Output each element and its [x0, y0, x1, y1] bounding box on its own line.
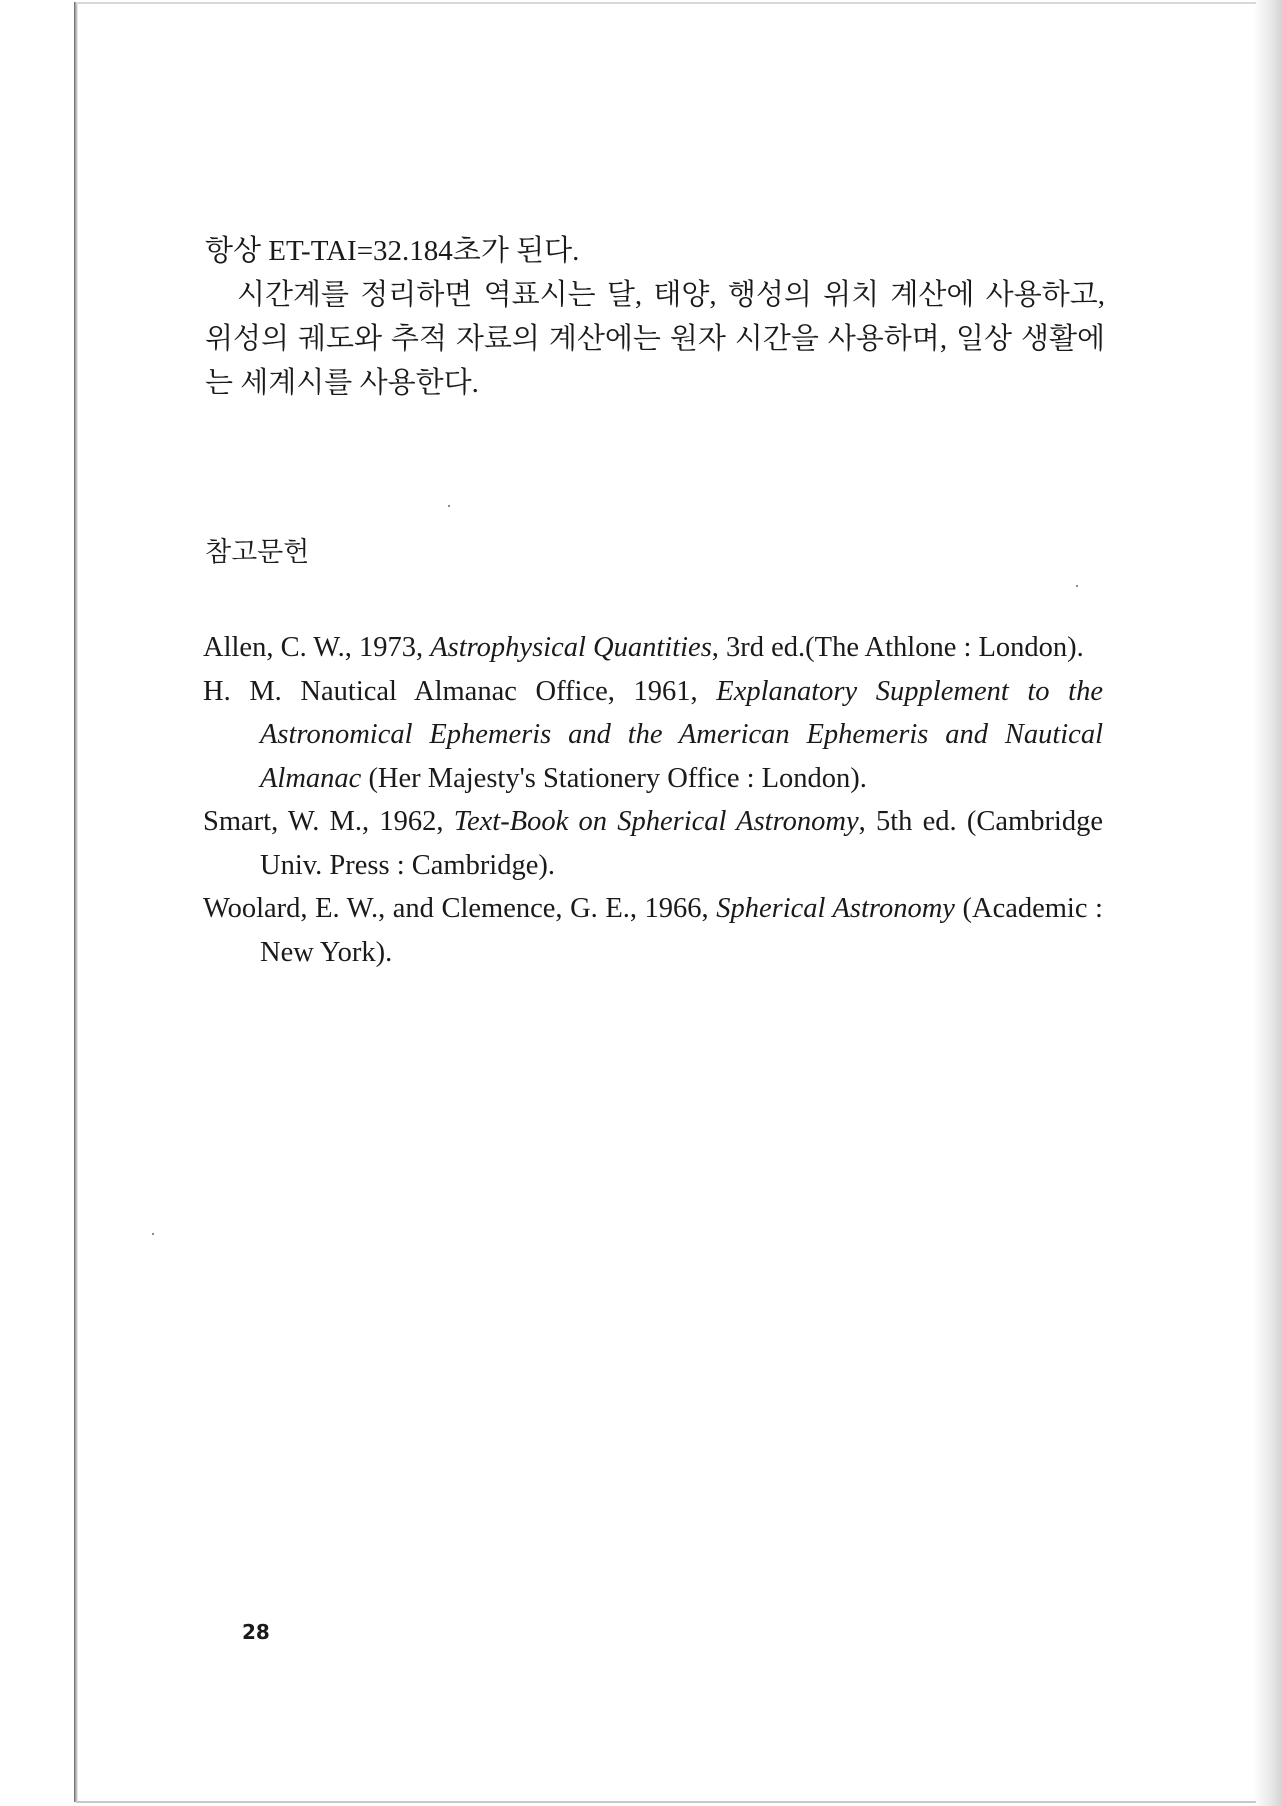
reference-authors: Smart, W. M., 1962, [203, 806, 454, 837]
reference-publisher: , 5th ed. (Cambridge Univ. Press : Cambridge). [260, 806, 1104, 881]
reference-title: Explanatory Supplement to the Astronomical Ephemeris and the American Ephemeris and Nautical Almanac [260, 675, 1103, 794]
speck [1076, 585, 1078, 587]
reference-authors: H. M. Nautical Almanac Office, 1961, [203, 675, 717, 707]
speck [448, 505, 450, 507]
binding-shadow [1253, 0, 1281, 1806]
page-top-edge [76, 2, 1256, 4]
page-number: 28 [242, 1620, 270, 1644]
reference-authors: Woolard, E. W., and Clemence, G. E., 1966, [203, 893, 717, 924]
reference-publisher: (Academic : New York). [260, 893, 1103, 968]
references-heading: 참고문헌 [205, 537, 310, 568]
paragraph-1: 항상 ET-TAI=32.184초가 된다. [205, 235, 580, 267]
speck [152, 1233, 154, 1235]
references-list [203, 626, 1103, 974]
page-bottom-edge [76, 1801, 1256, 1803]
paragraph-2: 시간계를 정리하면 역표시는 달, 태양, 행성의 위치 계산에 사용하고, 위성의 궤도와 추적 자료의 계산에는 원자 시간을 사용하며, 일상 생활에는 세계시를 사용한다. [205, 279, 1105, 399]
reference-publisher: (Her Majesty's Stationery Office : London). [361, 762, 867, 794]
reference-title: Text-Book on Spherical Astronomy [453, 806, 859, 837]
page-edge [74, 2, 78, 1802]
reference-title: Spherical Astronomy [716, 893, 955, 924]
reference-title: Astrophysical Quantities [430, 632, 712, 663]
reference-item [203, 626, 1103, 670]
reference-item [203, 670, 1103, 801]
reference-authors: Allen, C. W., 1973, [203, 632, 431, 663]
reference-publisher: , 3rd ed.(The Athlone : London). [711, 632, 1084, 663]
reference-item [203, 887, 1103, 974]
reference-item [203, 800, 1103, 887]
